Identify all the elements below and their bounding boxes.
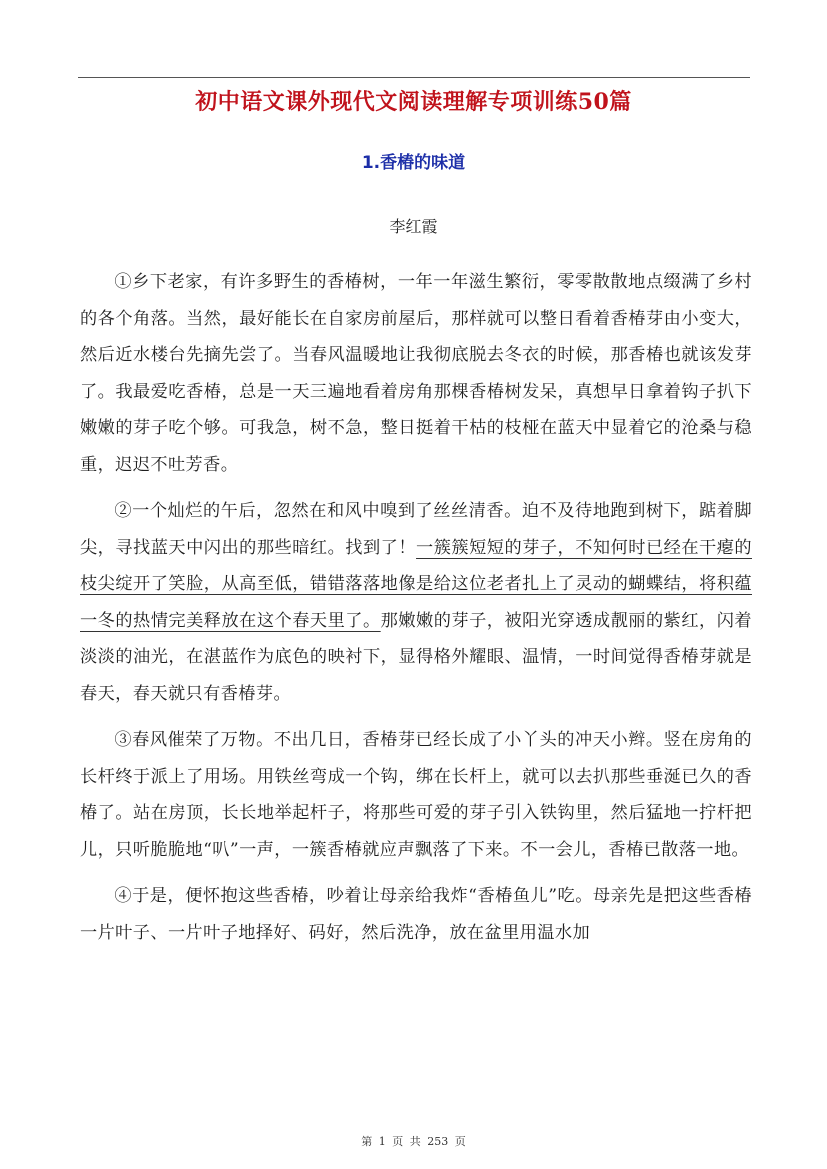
paragraph-2-start: ②一个灿烂的午后，忽然在和风中嗅到了丝丝清香。迫不及待地跑到树下，踮着脚尖，寻找蓝天中闪出的那些暗红。找到了！ [80,501,752,558]
article-title: 1.香椿的味道 [361,153,466,173]
document-title: 初中语文课外现代文阅读理解专项训练50篇 [195,89,632,115]
paragraph-3: ③春风催荣了万物。不出几日，香椿芽已经长成了小丫头的冲天小辫。竖在房角的长杆终于派上了用场。用铁丝弯成一个钩，绑在长杆上，就可以去扒那些垂涎已久的香椿了。站在房顶，长长地举起杆子，将那些可爱的芽子引入铁钩里，然后猛地一拧杆把儿，只听脆脆地“叭”一声，一簇香椿就应声飘落了下来。不一会儿，香椿已散落一地。 [80,730,752,860]
paragraph-1: ①乡下老家，有许多野生的香椿树，一年一年滋生繁衍，零零散散地点缀满了乡村的各个角落。当然，最好能长在自家房前屋后，那样就可以整日看着香椿芽由小变大，然后近水楼台先摘先尝了。当春风温暖地让我彻底脱去冬衣的时候，那香椿也就该发芽了。我最爱吃香椿，总是一天三遍地看着房角那棵香椿树发呆，真想早日拿着钩子扒下嫩嫩的芽子吃个够。可我急，树不急，整日挺着干枯的枝桠在蓝天中显着它的沧桑与稳重，迟迟不吐芳香。 [80,272,752,475]
article-body [80,264,752,961]
underlined-sentence: 一簇簇短短的芽子，不知何时已经在干瘪的枝尖绽开了笑脸，从高至低，错错落落地像是给这位老者扎上了灵动的蝴蝶结，将积蕴一冬的热情完美释放在这个春天里了。 [80,537,752,631]
page-footer: 第 1 页 共 253 页 [361,1135,466,1148]
paragraph-2-end: 那嫩嫩的芽子，被阳光穿透成靓丽的紫红，闪着淡淡的油光，在湛蓝作为底色的映衬下，显得格外耀眼、温情，一时间觉得香椿芽就是春天，春天就只有香椿芽。 [80,610,752,704]
header-rule [78,77,750,78]
paragraph-2 [80,493,752,712]
article-author: 李红霞 [389,217,438,236]
paragraph-4: ④于是，便怀抱这些香椿，吵着让母亲给我炸“香椿鱼儿”吃。母亲先是把这些香椿一片叶子、一片叶子地择好、码好，然后洗净，放在盆里用温水加 [80,886,752,943]
